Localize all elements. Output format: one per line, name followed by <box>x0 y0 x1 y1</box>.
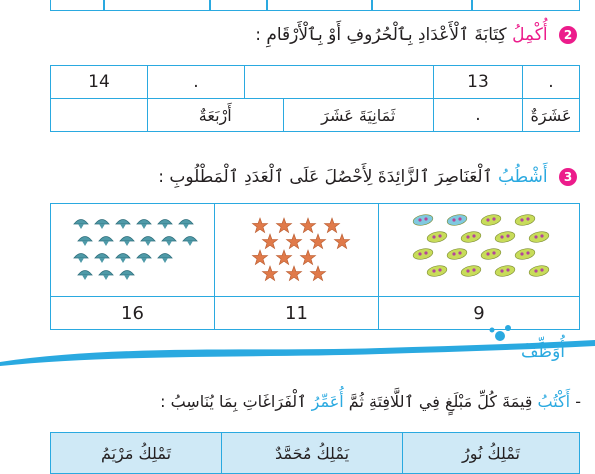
shell-icon <box>137 254 151 264</box>
previous-table-bottom <box>50 0 580 11</box>
fish-icon <box>460 264 482 278</box>
fish-icon <box>494 264 516 278</box>
table-divider <box>471 0 473 10</box>
shells-picture <box>51 204 214 292</box>
fish-icon <box>480 213 502 227</box>
table-divider <box>209 0 211 10</box>
fish-picture <box>389 204 569 292</box>
table-row <box>51 66 580 99</box>
starfish-icon <box>334 234 349 249</box>
starfish-picture <box>215 204 378 292</box>
section-title-awdhif: أُوَظِّفُ <box>520 342 565 362</box>
fish-icon <box>446 247 468 261</box>
shell-icon <box>141 237 155 247</box>
shell-icon <box>78 271 92 281</box>
starfish-icon <box>300 218 315 233</box>
instruction-keyword: أَكْتُبُ <box>537 392 571 411</box>
starfish-icon <box>286 266 301 281</box>
bubble-icon <box>495 331 505 341</box>
table-cell: عَشَرَةٌ <box>523 99 580 132</box>
shell-icon <box>78 237 92 247</box>
table-cell[interactable] <box>51 99 148 132</box>
table-header-cell: يَمْلِكُ مُحَمَّدٌ <box>222 433 403 474</box>
exercise-3-instruction <box>158 166 577 188</box>
exercise-4-instruction <box>160 392 581 411</box>
fish-icon <box>528 264 550 278</box>
table-divider <box>266 0 268 10</box>
shell-icon <box>99 237 113 247</box>
starfish-icon <box>324 218 339 233</box>
section-wave-divider <box>0 322 595 372</box>
table-cell <box>245 66 284 99</box>
fish-icon <box>514 213 536 227</box>
shell-icon <box>74 254 88 264</box>
table-header-cell: تَمْلِكُ نُورُ <box>403 433 580 474</box>
fish-icon <box>514 247 536 261</box>
bubble-icon <box>490 328 495 333</box>
fish-icon <box>446 213 468 227</box>
fish-icon <box>426 230 448 244</box>
shell-icon <box>120 237 134 247</box>
count-cell: 11 <box>215 297 379 330</box>
shell-icon <box>95 254 109 264</box>
starfish-icon <box>262 266 277 281</box>
shell-icon <box>158 220 172 230</box>
table-cell <box>283 66 434 99</box>
table-cell[interactable]: 13 <box>434 66 523 99</box>
shell-icon <box>137 220 151 230</box>
instruction-dash: - <box>575 392 581 411</box>
starfish-icon <box>310 266 325 281</box>
fish-cell[interactable] <box>379 204 580 297</box>
shell-icon <box>99 271 113 281</box>
table-cell: أَرْبَعَةٌ <box>148 99 284 132</box>
count-cell: 16 <box>51 297 215 330</box>
instruction-text: ٱلْفَرَاغَاتِ بِمَا يُنَاسِبُ : <box>160 392 307 411</box>
starfish-icon <box>276 218 291 233</box>
cross-out-table <box>50 203 580 330</box>
bubble-icon <box>505 325 511 331</box>
instruction-keyword: أَشْطُبُ <box>497 167 548 187</box>
table-cell: ثَمَانِيَةَ عَشَرَ <box>283 99 434 132</box>
shell-icon <box>120 271 134 281</box>
instruction-keyword: أُكْمِلُ <box>512 25 548 45</box>
fish-icon <box>480 247 502 261</box>
starfish-icon <box>276 250 291 265</box>
starfish-icon <box>286 234 301 249</box>
starfish-icon <box>262 234 277 249</box>
fish-icon <box>412 247 434 261</box>
table-cell[interactable]: . <box>523 66 580 99</box>
fish-icon <box>494 230 516 244</box>
count-cell: 9 <box>379 297 580 330</box>
table-row <box>51 99 580 132</box>
table-row <box>51 433 580 474</box>
shell-icon <box>116 254 130 264</box>
table-cell[interactable]: 14 <box>51 66 148 99</box>
table-divider <box>371 0 373 10</box>
instruction-keyword: أُعَمِّرُ <box>311 392 344 411</box>
shells-cell[interactable] <box>51 204 215 297</box>
shell-icon <box>179 220 193 230</box>
shell-icon <box>95 220 109 230</box>
exercise-number-badge: 2 <box>559 26 577 44</box>
starfish-cell[interactable] <box>215 204 379 297</box>
shell-icon <box>162 237 176 247</box>
table-row <box>51 204 580 297</box>
numbers-words-table <box>50 65 580 132</box>
fish-icon <box>412 213 434 227</box>
table-divider <box>103 0 105 10</box>
instruction-text: كِتَابَةَ ٱلْأَعْدَادِ بِٱلْحُرُوفِ أَوْ بِٱلْأَرْقَامِ : <box>255 25 507 45</box>
instruction-text: ٱلْعَنَاصِرَ ٱلزَّائِدَةَ لِأَحْصُلَ عَلَى ٱلْعَدَدِ ٱلْمَطْلُوبِ : <box>158 167 493 187</box>
table-header-cell: تَمْلِكُ مَرْيَمُ <box>51 433 222 474</box>
shell-icon <box>74 220 88 230</box>
fish-icon <box>460 230 482 244</box>
exercise-number-badge: 3 <box>559 168 577 186</box>
exercise-2-instruction <box>255 24 577 46</box>
starfish-icon <box>252 218 267 233</box>
fish-icon <box>426 264 448 278</box>
starfish-icon <box>252 250 267 265</box>
table-cell[interactable]: . <box>148 66 245 99</box>
fish-icon <box>528 230 550 244</box>
starfish-icon <box>300 250 315 265</box>
shell-icon <box>158 254 172 264</box>
table-cell[interactable]: . <box>434 99 523 132</box>
starfish-icon <box>310 234 325 249</box>
owners-table <box>50 432 580 474</box>
shell-icon <box>116 220 130 230</box>
shell-icon <box>183 237 197 247</box>
instruction-text: قِيمَةَ كُلِّ مَبْلَغٍ فِي ٱللَّافِتَةِ ثُمَّ <box>348 392 533 411</box>
